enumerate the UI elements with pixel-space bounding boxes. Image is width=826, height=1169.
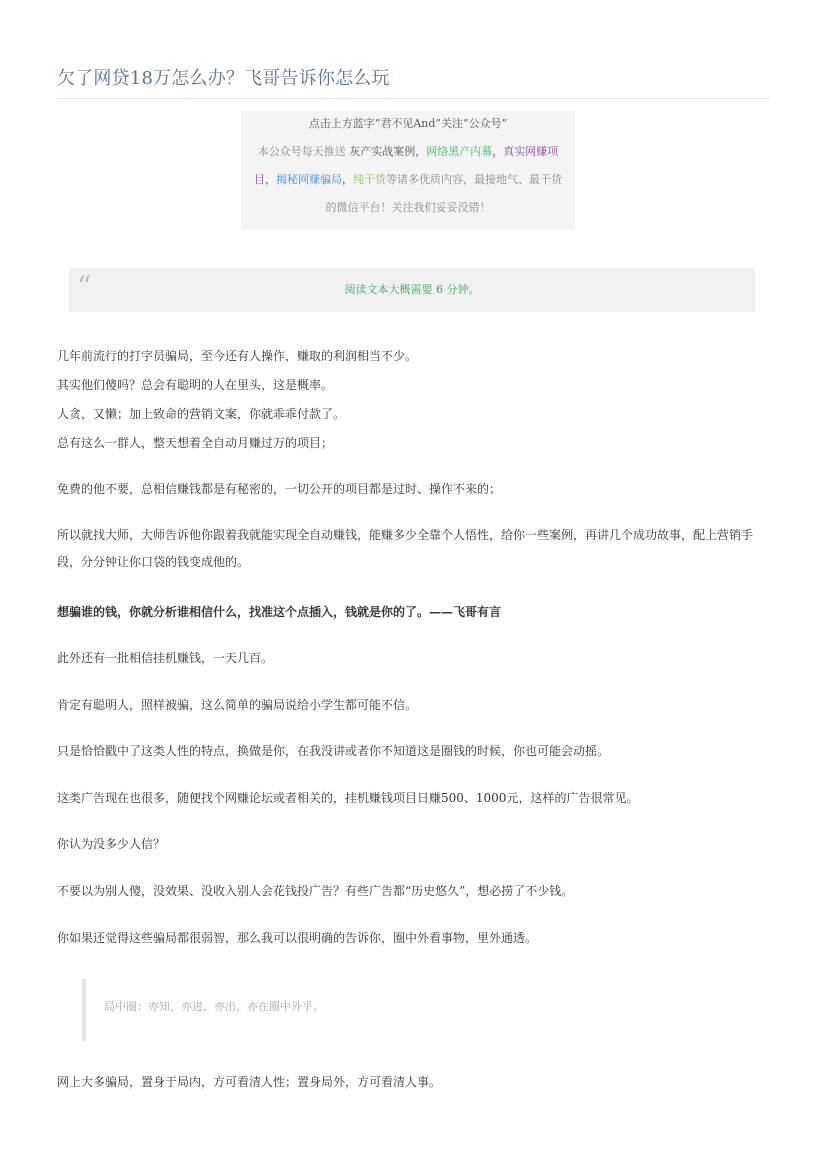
paragraph: 其实他们傻吗？总会有聪明的人在里头，这是概率。 xyxy=(57,378,334,392)
follow-promo-box xyxy=(241,111,575,230)
paragraph: 你如果还觉得这些骗局都很弱智，那么我可以很明确的告诉你，圈中外看事物，里外通透。 xyxy=(57,931,538,945)
reading-time-text: 阅读文本大概需要 6 分钟。 xyxy=(344,283,480,296)
paragraph: 只是恰恰戳中了这类人性的特点，换做是你，在我没讲或者你不知道这是圈钱的时候，你也可能会动摇。 xyxy=(57,744,610,758)
paragraph: 你认为没多少人信？ xyxy=(57,837,166,851)
reading-time-box xyxy=(69,268,755,312)
blockquote-text: 局中圈：亦知，亦进，亦出，亦在圈中外乎。 xyxy=(104,1000,324,1013)
paragraph: 此外还有一批相信挂机赚钱，一天几百。 xyxy=(57,651,274,665)
paragraph: 总有这么一群人，整天想着全自动月赚过万的项目； xyxy=(57,436,334,450)
promo-follow-line: 点击上方蓝字“君不见And”关注“公众号” xyxy=(308,117,508,130)
paragraph: 不要以为别人傻，没效果、没收入别人会花钱投广告？有些广告都“历史悠久”，想必捞了不少钱。 xyxy=(57,884,574,898)
promo-highlight-cases: 灰产实战案例 xyxy=(349,145,416,158)
promo-highlight-projects: 真实网赚项目 xyxy=(254,145,559,186)
paragraph: 人贪，又懒；加上致命的营销文案，你就乖乖付款了。 xyxy=(57,407,346,421)
promo-separator: ， xyxy=(492,145,504,158)
paragraph: 免费的他不要，总相信赚钱都是有秘密的，一切公开的项目都是过时、操作不来的； xyxy=(57,482,502,496)
promo-description xyxy=(249,138,567,222)
paragraph: 肯定有聪明人，照样被骗，这么简单的骗局说给小学生都可能不信。 xyxy=(57,698,418,712)
promo-highlight-scams: 揭秘网赚骗局 xyxy=(276,173,342,186)
blockquote xyxy=(82,979,774,1041)
promo-highlight-inside: 网络黑产内幕 xyxy=(426,145,493,158)
promo-separator: ， xyxy=(265,173,276,186)
paragraph: 这类广告现在也很多，随便找个网赚论坛或者相关的，挂机赚钱项目日赚500、1000元，这样的广告很常见。 xyxy=(57,791,639,805)
quote-highlight: 想骗谁的钱，你就分析谁相信什么，找准这个点插入，钱就是你的了。——飞哥有言 xyxy=(57,605,502,619)
paragraph: 所以就找大师，大师告诉他你跟着我就能实现全自动赚钱，能赚多少全靠个人悟性，给你一些案例，再讲几个成功故事，配上营销手段，分分钟让你口袋的钱变成他的。 xyxy=(57,528,754,569)
promo-text: 等诸多优质内容，最接地气、最干货的微信平台！关注我们妥妥没错！ xyxy=(325,173,562,214)
promo-text: 本公众号每天推送 xyxy=(257,145,346,158)
paragraph: 网上大多骗局，置身于局内，方可看清人性；置身局外，方可看清人事。 xyxy=(57,1075,442,1089)
paragraph: 几年前流行的打字员骗局，至今还有人操作，赚取的利润相当不少。 xyxy=(57,349,418,363)
promo-separator: ， xyxy=(342,173,353,186)
promo-highlight-dry-goods: 纯干货 xyxy=(353,173,386,186)
promo-separator: ， xyxy=(415,145,427,158)
title-divider xyxy=(57,98,770,99)
quote-icon: “ xyxy=(77,270,92,303)
article-title: 欠了网贷18万怎么办？飞哥告诉你怎么玩 xyxy=(57,68,390,89)
